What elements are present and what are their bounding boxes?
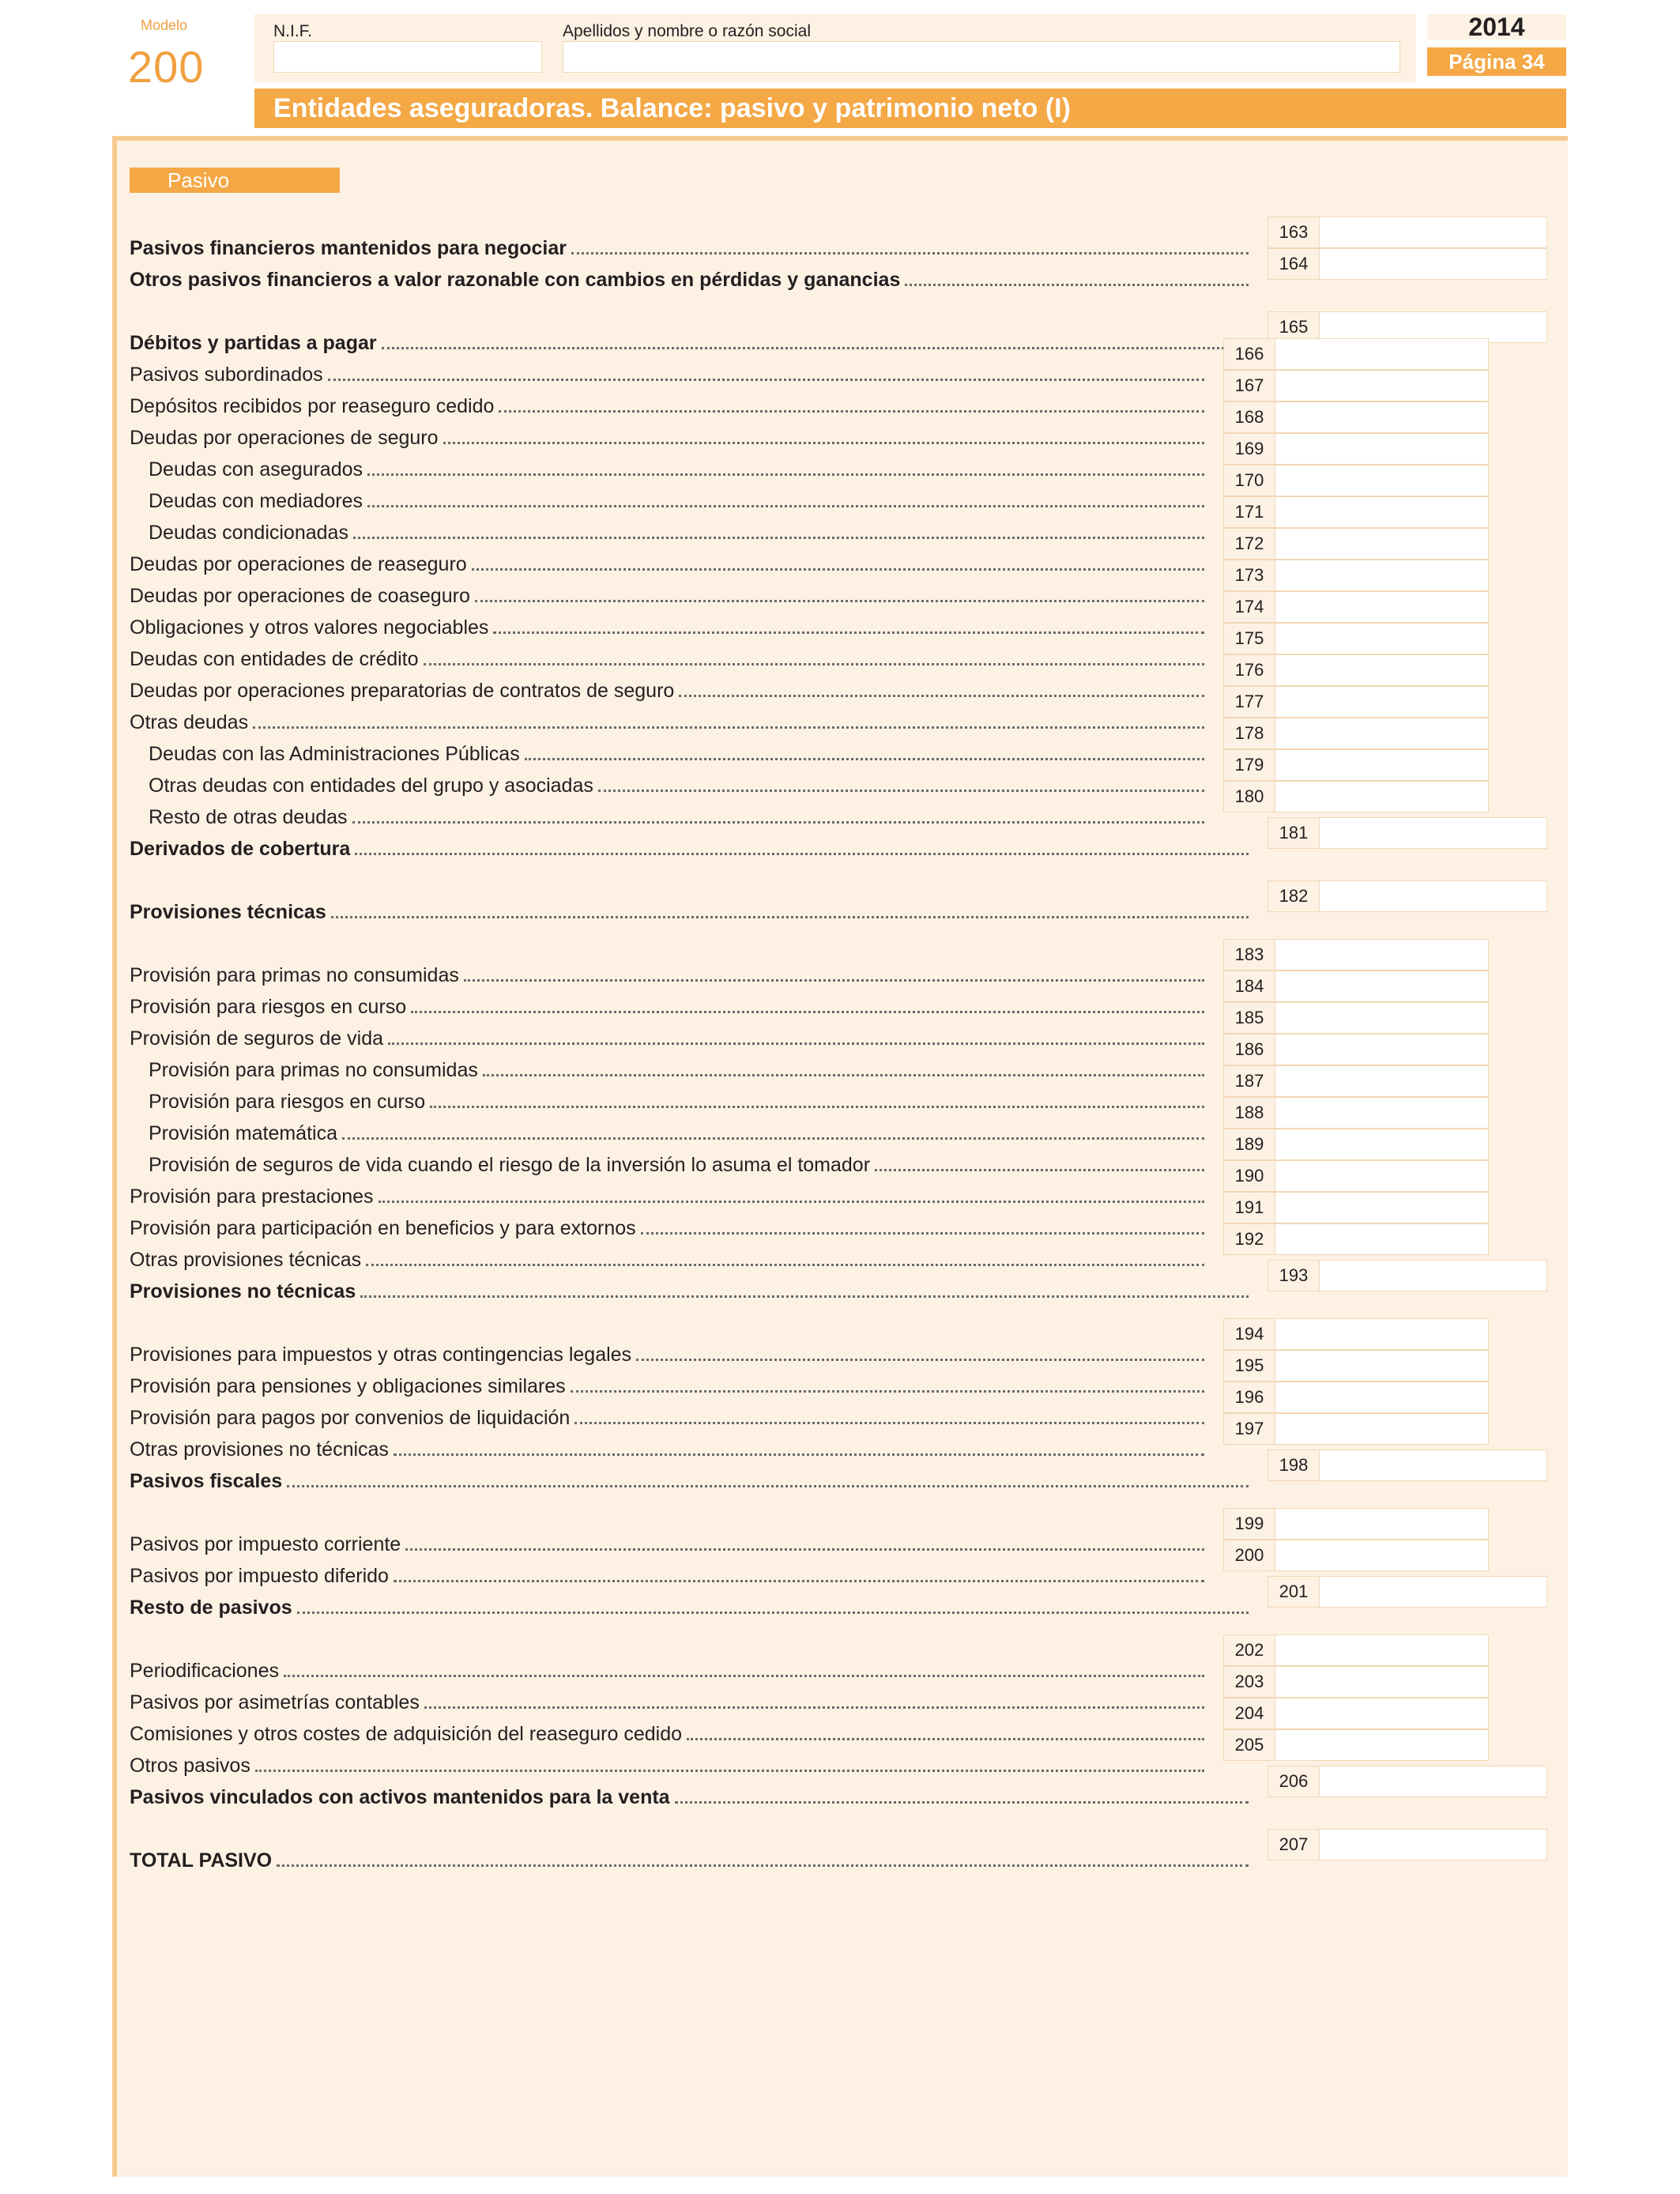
amount-input[interactable] <box>1275 1540 1489 1571</box>
box-code: 163 <box>1268 217 1320 248</box>
row-label: Pasivos vinculados con activos mantenidos para la venta <box>130 1786 670 1808</box>
amount-box-182 <box>1268 880 1547 912</box>
row-label: Otros pasivos <box>130 1755 250 1777</box>
amount-box-197 <box>1223 1413 1489 1445</box>
box-code: 175 <box>1223 623 1275 654</box>
box-code: 205 <box>1223 1729 1275 1761</box>
amount-box-163 <box>1268 217 1547 248</box>
amount-box-167 <box>1223 370 1489 401</box>
box-code: 166 <box>1223 338 1275 370</box>
amount-input[interactable] <box>1275 1192 1489 1223</box>
dot-leader <box>366 1264 1204 1266</box>
amount-input[interactable] <box>1320 880 1547 912</box>
dot-leader <box>353 537 1204 539</box>
dot-leader <box>297 1612 1249 1614</box>
balance-row-177 <box>130 705 1209 737</box>
box-code: 187 <box>1223 1065 1275 1097</box>
amount-box-177 <box>1223 686 1489 718</box>
balance-row-192 <box>130 1242 1209 1274</box>
row-label: Resto de otras deudas <box>149 806 348 828</box>
dot-leader <box>875 1169 1204 1171</box>
amount-box-173 <box>1223 560 1489 591</box>
box-code: 188 <box>1223 1097 1275 1129</box>
dot-leader <box>687 1738 1204 1740</box>
amount-input[interactable] <box>1275 1097 1489 1129</box>
amount-input[interactable] <box>1275 1634 1489 1666</box>
amount-box-180 <box>1223 781 1489 812</box>
row-label: Provisión matemática <box>149 1122 337 1144</box>
box-code: 199 <box>1223 1508 1275 1540</box>
modelo-number: 200 <box>128 42 205 92</box>
amount-input[interactable] <box>1275 718 1489 749</box>
box-code: 198 <box>1268 1449 1320 1481</box>
box-code: 171 <box>1223 496 1275 528</box>
dot-leader <box>464 979 1204 982</box>
amount-input[interactable] <box>1275 591 1489 623</box>
amount-box-207 <box>1268 1829 1547 1860</box>
amount-input[interactable] <box>1275 1223 1489 1255</box>
box-code: 184 <box>1223 971 1275 1002</box>
row-label: Otras deudas <box>130 711 249 733</box>
box-code: 183 <box>1223 939 1275 971</box>
box-code: 176 <box>1223 654 1275 686</box>
dot-leader <box>679 695 1204 697</box>
balance-row-200 <box>130 1559 1209 1590</box>
box-code: 167 <box>1223 370 1275 401</box>
balance-row-199 <box>130 1527 1209 1559</box>
row-label: Deudas con asegurados <box>149 458 363 481</box>
row-label: Otros pasivos financieros a valor razonable con cambios en pérdidas y ganancias <box>130 269 901 291</box>
amount-input[interactable] <box>1275 370 1489 401</box>
amount-box-184 <box>1223 971 1489 1002</box>
box-code: 170 <box>1223 465 1275 496</box>
row-label: TOTAL PASIVO <box>130 1849 273 1872</box>
dot-leader <box>367 505 1204 507</box>
balance-row-191 <box>130 1211 1209 1242</box>
row-label: Provisión para primas no consumidas <box>149 1059 478 1081</box>
dot-leader <box>253 726 1204 729</box>
amount-box-183 <box>1223 939 1489 971</box>
box-code: 172 <box>1223 528 1275 560</box>
dot-leader <box>472 568 1204 571</box>
dot-leader <box>405 1548 1204 1551</box>
amount-box-168 <box>1223 401 1489 433</box>
dot-leader <box>424 663 1204 665</box>
amount-input[interactable] <box>1275 1065 1489 1097</box>
amount-input[interactable] <box>1320 1260 1547 1291</box>
box-code: 201 <box>1268 1576 1320 1608</box>
box-code: 197 <box>1223 1413 1275 1445</box>
amount-input[interactable] <box>1320 248 1547 280</box>
dot-leader <box>255 1770 1204 1772</box>
amount-input[interactable] <box>1275 1350 1489 1382</box>
balance-row-180 <box>130 800 1209 831</box>
balance-row-176 <box>130 673 1209 705</box>
dot-leader <box>571 1390 1204 1393</box>
row-label: Obligaciones y otros valores negociables <box>130 616 489 639</box>
box-code: 165 <box>1268 311 1320 343</box>
row-label: Depósitos recibidos por reaseguro cedido <box>130 395 495 417</box>
amount-box-181 <box>1268 817 1547 849</box>
row-label: Deudas con entidades de crédito <box>130 648 419 670</box>
amount-box-179 <box>1223 749 1489 781</box>
balance-row-182 <box>130 895 1253 926</box>
amount-box-191 <box>1223 1192 1489 1223</box>
amount-input[interactable] <box>1275 781 1489 812</box>
row-label: Otras provisiones no técnicas <box>130 1438 389 1461</box>
row-label: Comisiones y otros costes de adquisición del reaseguro cedido <box>130 1723 682 1745</box>
box-code: 191 <box>1223 1192 1275 1223</box>
name-input[interactable] <box>563 41 1400 73</box>
dot-leader <box>571 252 1249 254</box>
box-code: 168 <box>1223 401 1275 433</box>
balance-row-201 <box>130 1590 1253 1622</box>
dot-leader <box>284 1675 1204 1677</box>
amount-input[interactable] <box>1275 939 1489 971</box>
amount-box-196 <box>1223 1382 1489 1413</box>
modelo-label: Modelo <box>141 17 188 33</box>
amount-input[interactable] <box>1275 1129 1489 1160</box>
amount-input[interactable] <box>1275 1413 1489 1445</box>
row-label: Provisión para pagos por convenios de liquidación <box>130 1407 571 1429</box>
amount-box-187 <box>1223 1065 1489 1097</box>
amount-input[interactable] <box>1320 217 1547 248</box>
box-code: 200 <box>1223 1540 1275 1571</box>
box-code: 179 <box>1223 749 1275 781</box>
balance-row-189 <box>130 1148 1209 1179</box>
amount-box-164 <box>1268 248 1547 280</box>
amount-input[interactable] <box>1275 749 1489 781</box>
dot-leader <box>675 1801 1249 1804</box>
dot-leader <box>641 1232 1204 1235</box>
amount-input[interactable] <box>1275 1666 1489 1698</box>
box-code: 181 <box>1268 817 1320 849</box>
amount-input[interactable] <box>1275 496 1489 528</box>
balance-row-178 <box>130 737 1209 768</box>
row-label: Resto de pasivos <box>130 1596 292 1619</box>
row-label: Derivados de cobertura <box>130 838 351 860</box>
balance-row-170 <box>130 484 1209 515</box>
box-code: 177 <box>1223 686 1275 718</box>
balance-row-174 <box>130 610 1209 642</box>
amount-input[interactable] <box>1320 1576 1547 1608</box>
amount-input[interactable] <box>1275 1160 1489 1192</box>
balance-row-195 <box>130 1369 1209 1400</box>
dot-leader <box>277 1864 1249 1867</box>
box-code: 203 <box>1223 1666 1275 1698</box>
amount-box-202 <box>1223 1634 1489 1666</box>
amount-box-192 <box>1223 1223 1489 1255</box>
row-label: Pasivos financieros mantenidos para negociar <box>130 237 567 259</box>
balance-row-206 <box>130 1780 1253 1811</box>
balance-row-207 <box>130 1843 1253 1875</box>
dot-leader <box>525 758 1204 760</box>
amount-input[interactable] <box>1275 338 1489 370</box>
amount-input[interactable] <box>1275 433 1489 465</box>
balance-row-179 <box>130 768 1209 800</box>
dot-leader <box>411 1011 1204 1013</box>
nif-label: N.I.F. <box>273 22 313 40</box>
amount-box-172 <box>1223 528 1489 560</box>
amount-input[interactable] <box>1275 1382 1489 1413</box>
row-label: Provisión para riesgos en curso <box>130 996 407 1018</box>
balance-row-165 <box>130 326 1253 357</box>
dot-leader <box>287 1485 1249 1487</box>
balance-row-194 <box>130 1337 1209 1369</box>
box-code: 174 <box>1223 591 1275 623</box>
dot-leader <box>493 631 1204 634</box>
amount-input[interactable] <box>1320 1449 1547 1481</box>
balance-row-188 <box>130 1116 1209 1148</box>
amount-input[interactable] <box>1320 1766 1547 1797</box>
row-label: Deudas por operaciones de seguro <box>130 427 439 449</box>
amount-box-176 <box>1223 654 1489 686</box>
row-label: Provisión de seguros de vida cuando el riesgo de la inversión lo asuma el tomador <box>149 1154 871 1176</box>
amount-box-201 <box>1268 1576 1547 1608</box>
amount-box-190 <box>1223 1160 1489 1192</box>
amount-input[interactable] <box>1275 1729 1489 1761</box>
amount-box-171 <box>1223 496 1489 528</box>
row-label: Otras deudas con entidades del grupo y asociadas <box>149 775 593 797</box>
box-code: 180 <box>1223 781 1275 812</box>
box-code: 169 <box>1223 433 1275 465</box>
amount-input[interactable] <box>1275 1698 1489 1729</box>
row-label: Provisiones para impuestos y otras contingencias legales <box>130 1344 632 1366</box>
identification-box <box>254 14 1416 82</box>
row-label: Provisiones técnicas <box>130 901 326 923</box>
balance-row-198 <box>130 1464 1253 1495</box>
amount-input[interactable] <box>1275 528 1489 560</box>
amount-input[interactable] <box>1275 560 1489 591</box>
box-code: 194 <box>1223 1318 1275 1350</box>
page-title: Entidades aseguradoras. Balance: pasivo y patrimonio neto (I) <box>254 89 1566 128</box>
dot-leader <box>352 821 1204 824</box>
amount-box-185 <box>1223 1002 1489 1034</box>
row-label: Provisión para participación en beneficios y para extornos <box>130 1217 636 1239</box>
amount-input[interactable] <box>1275 465 1489 496</box>
row-label: Pasivos por asimetrías contables <box>130 1691 420 1713</box>
dot-leader <box>394 1453 1204 1456</box>
row-label: Deudas por operaciones de reaseguro <box>130 553 467 575</box>
amount-input[interactable] <box>1320 817 1547 849</box>
amount-input[interactable] <box>1320 1829 1547 1860</box>
row-label: Deudas con mediadores <box>149 490 363 512</box>
page-badge: Página 34 <box>1427 47 1566 76</box>
dot-leader <box>483 1074 1204 1076</box>
dot-leader <box>355 853 1249 855</box>
dot-leader <box>331 916 1249 918</box>
balance-row-163 <box>130 231 1253 262</box>
balance-row-184 <box>130 990 1209 1021</box>
balance-row-190 <box>130 1179 1209 1211</box>
amount-box-195 <box>1223 1350 1489 1382</box>
row-label: Provisión de seguros de vida <box>130 1027 384 1050</box>
amount-input[interactable] <box>1275 686 1489 718</box>
balance-row-196 <box>130 1400 1209 1432</box>
amount-box-174 <box>1223 591 1489 623</box>
amount-input[interactable] <box>1275 623 1489 654</box>
row-label: Provisión para prestaciones <box>130 1186 374 1208</box>
section-label: Pasivo <box>130 168 340 193</box>
balance-row-169 <box>130 452 1209 484</box>
row-label: Periodificaciones <box>130 1660 279 1682</box>
balance-row-168 <box>130 420 1209 452</box>
dot-leader <box>382 347 1249 349</box>
balance-row-203 <box>130 1685 1209 1717</box>
row-label: Pasivos fiscales <box>130 1470 283 1492</box>
amount-input[interactable] <box>1275 1034 1489 1065</box>
row-label: Provisión para riesgos en curso <box>149 1091 426 1113</box>
dot-leader <box>475 600 1204 602</box>
amount-input[interactable] <box>1275 1318 1489 1350</box>
row-label: Débitos y partidas a pagar <box>130 332 377 354</box>
dot-leader <box>367 473 1204 476</box>
balance-row-167 <box>130 389 1209 420</box>
dot-leader <box>443 442 1204 444</box>
row-label: Provisión para pensiones y obligaciones similares <box>130 1375 566 1397</box>
amount-box-186 <box>1223 1034 1489 1065</box>
box-code: 207 <box>1268 1829 1320 1860</box>
amount-box-175 <box>1223 623 1489 654</box>
amount-box-188 <box>1223 1097 1489 1129</box>
dot-leader <box>598 790 1204 792</box>
dot-leader <box>360 1295 1249 1298</box>
balance-row-164 <box>130 262 1253 294</box>
amount-input[interactable] <box>1275 654 1489 686</box>
balance-row-181 <box>130 831 1253 863</box>
balance-row-172 <box>130 547 1209 579</box>
box-code: 185 <box>1223 1002 1275 1034</box>
dot-leader <box>905 284 1249 286</box>
row-label: Pasivos por impuesto diferido <box>130 1565 389 1587</box>
balance-row-183 <box>130 958 1209 990</box>
box-code: 190 <box>1223 1160 1275 1192</box>
row-label: Pasivos subordinados <box>130 364 323 386</box>
dot-leader <box>328 379 1204 381</box>
row-label: Pasivos por impuesto corriente <box>130 1533 401 1555</box>
row-label: Deudas por operaciones de coaseguro <box>130 585 470 607</box>
box-code: 192 <box>1223 1223 1275 1255</box>
amount-box-204 <box>1223 1698 1489 1729</box>
dot-leader <box>424 1706 1204 1709</box>
box-code: 196 <box>1223 1382 1275 1413</box>
amount-box-203 <box>1223 1666 1489 1698</box>
box-code: 204 <box>1223 1698 1275 1729</box>
dot-leader <box>394 1580 1204 1582</box>
dot-leader <box>342 1137 1204 1140</box>
amount-input[interactable] <box>1275 1508 1489 1540</box>
amount-box-199 <box>1223 1508 1489 1540</box>
amount-box-169 <box>1223 433 1489 465</box>
amount-box-205 <box>1223 1729 1489 1761</box>
balance-row-193 <box>130 1274 1253 1306</box>
dot-leader <box>379 1201 1205 1203</box>
name-label: Apellidos y nombre o razón social <box>563 22 811 40</box>
box-code: 186 <box>1223 1034 1275 1065</box>
box-code: 173 <box>1223 560 1275 591</box>
amount-box-170 <box>1223 465 1489 496</box>
amount-box-193 <box>1268 1260 1547 1291</box>
row-label: Otras provisiones técnicas <box>130 1249 362 1271</box>
dot-leader <box>430 1106 1204 1108</box>
balance-row-175 <box>130 642 1209 673</box>
amount-box-166 <box>1223 338 1489 370</box>
balance-row-173 <box>130 579 1209 610</box>
balance-row-204 <box>130 1717 1209 1748</box>
amount-box-178 <box>1223 718 1489 749</box>
balance-row-205 <box>130 1748 1209 1780</box>
amount-input[interactable] <box>1275 1002 1489 1034</box>
dot-leader <box>499 410 1204 413</box>
balance-row-171 <box>130 515 1209 547</box>
box-code: 164 <box>1268 248 1320 280</box>
row-label: Deudas por operaciones preparatorias de contratos de seguro <box>130 680 675 702</box>
dot-leader <box>388 1042 1204 1045</box>
amount-box-189 <box>1223 1129 1489 1160</box>
box-code: 193 <box>1268 1260 1320 1291</box>
balance-row-197 <box>130 1432 1209 1464</box>
box-code: 182 <box>1268 880 1320 912</box>
row-label: Deudas con las Administraciones Públicas <box>149 743 520 765</box>
year-label: 2014 <box>1427 14 1566 40</box>
amount-box-194 <box>1223 1318 1489 1350</box>
balance-row-187 <box>130 1084 1209 1116</box>
balance-row-166 <box>130 357 1209 389</box>
dot-leader <box>574 1422 1204 1424</box>
box-code: 195 <box>1223 1350 1275 1382</box>
balance-row-186 <box>130 1053 1209 1084</box>
balance-row-202 <box>130 1653 1209 1685</box>
row-label: Provisiones no técnicas <box>130 1280 356 1302</box>
amount-input[interactable] <box>1275 971 1489 1002</box>
box-code: 189 <box>1223 1129 1275 1160</box>
amount-box-206 <box>1268 1766 1547 1797</box>
nif-input[interactable] <box>273 41 542 73</box>
box-code: 178 <box>1223 718 1275 749</box>
amount-box-198 <box>1268 1449 1547 1481</box>
box-code: 206 <box>1268 1766 1320 1797</box>
row-label: Deudas condicionadas <box>149 522 348 544</box>
row-label: Provisión para primas no consumidas <box>130 964 459 986</box>
box-code: 202 <box>1223 1634 1275 1666</box>
amount-box-200 <box>1223 1540 1489 1571</box>
amount-input[interactable] <box>1275 401 1489 433</box>
balance-row-185 <box>130 1021 1209 1053</box>
dot-leader <box>636 1359 1204 1361</box>
